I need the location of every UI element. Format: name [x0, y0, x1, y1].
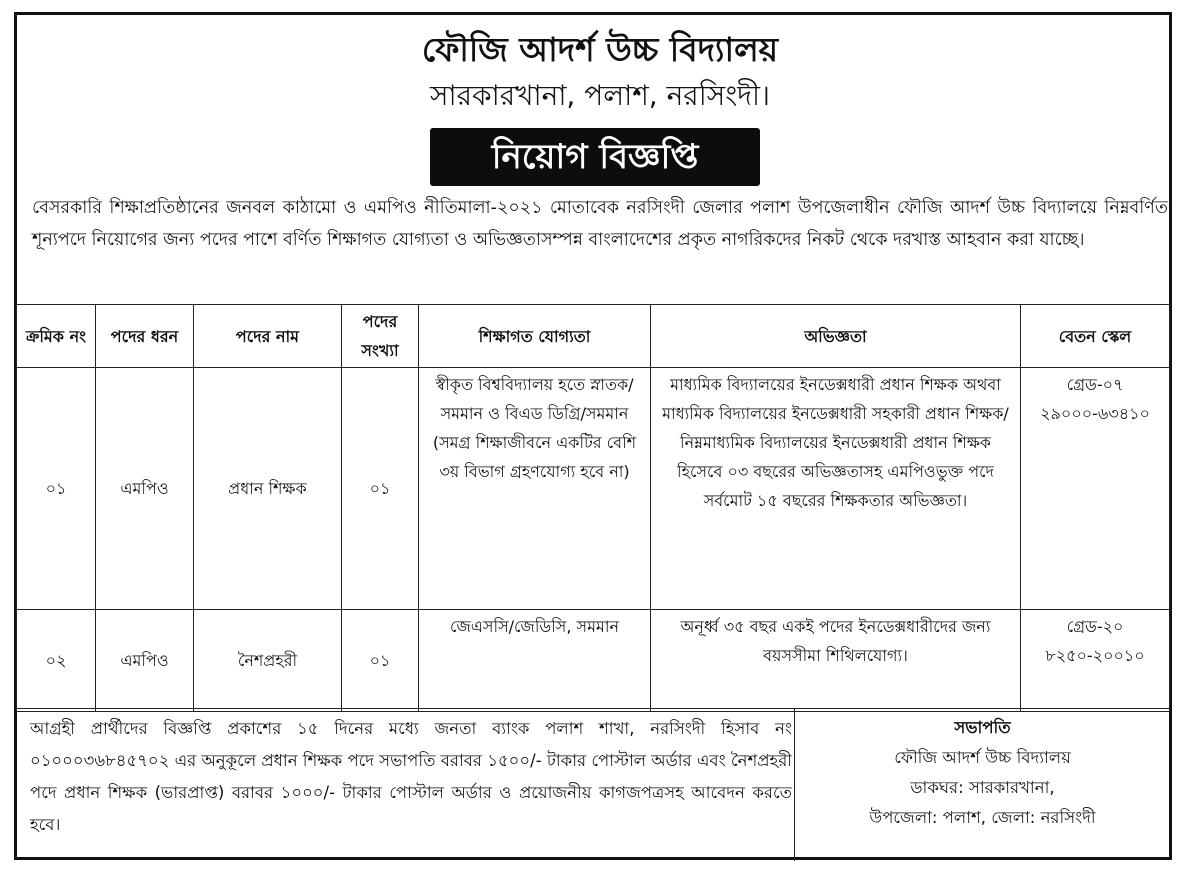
- table-row: [17, 368, 1170, 610]
- school-name: ফৌজি আদর্শ উচ্চ বিদ্যালয়: [421, 30, 779, 69]
- header-post-count: পদের সংখ্যা: [342, 305, 419, 368]
- signature-block: [796, 709, 1169, 833]
- cell-post-name: নৈশপ্রহরী: [194, 610, 342, 712]
- signature-district: উপজেলা: পলাশ, জেলা: নরসিংদী: [869, 808, 1096, 827]
- cell-experience: অনূর্ধ্ব ৩৫ বছর একই পদের ইনডেক্সধারীদের জন্য বয়সসীমা শিথিলযোগ্য।: [651, 610, 1021, 712]
- vacancy-table: [16, 304, 1170, 712]
- cell-serial: ০২: [17, 610, 96, 712]
- signature-school: ফৌজি আদর্শ উচ্চ বিদ্যালয়: [894, 748, 1071, 767]
- signature-post-office: ডাকঘর: সারকারখানা,: [910, 778, 1055, 797]
- application-instructions: আগ্রহী প্রার্থীদের বিজ্ঞপ্তি প্রকাশের ১৫ দিনের মধ্যে জনতা ব্যাংক পলাশ শাখা, নরসিংদী হিসাব নং ০১০০০৩৬৮৪৫৭০২ এর অনুকূলে প্রধান শিক্ষক পদে সভাপতি বরাবর ১৫০০/- টাকার পোস্টাল অর্ডার এবং নৈশপ্রহরী পদে প্রধান শিক্ষক (ভারপ্রাপ্ত) বরাবর ১০০০/- টাকার পোস্টাল অর্ডার ও প্রয়োজনীয় কাগজপত্রসহ আবেদন করতে হবে।: [30, 719, 792, 834]
- table-row: [17, 610, 1170, 712]
- cell-serial: ০১: [17, 368, 96, 610]
- header-pay-scale: বেতন স্কেল: [1021, 305, 1170, 368]
- cell-post-name: প্রধান শিক্ষক: [194, 368, 342, 610]
- cell-experience: মাধ্যমিক বিদ্যালয়ের ইনডেক্সধারী প্রধান শিক্ষক অথবা মাধ্যমিক বিদ্যালয়ের ইনডেক্সধারী সহকারী প্রধান শিক্ষক/ নিম্নমাধ্যমিক বিদ্যালয়ের ইনডেক্সধারী প্রধান শিক্ষক হিসেবে ০৩ বছরের অভিজ্ঞতাসহ এমপিওভুক্ত পদে সর্বমোট ১৫ বছরের শিক্ষকতার অভিজ্ঞতা।: [651, 368, 1021, 610]
- cell-qualification: জেএসসি/জেডিসি, সমমান: [419, 610, 651, 712]
- header-post-type: পদের ধরন: [96, 305, 194, 368]
- signature-title: সভাপতি: [954, 718, 1011, 737]
- footer-section: [16, 708, 1169, 861]
- header-serial: ক্রমিক নং: [17, 305, 96, 368]
- cell-post-count: ০১: [342, 610, 419, 712]
- header-experience: অভিজ্ঞতা: [651, 305, 1021, 368]
- footer-divider: [794, 709, 795, 861]
- header-post-name: পদের নাম: [194, 305, 342, 368]
- cell-post-type: এমপিও: [96, 610, 194, 712]
- cell-pay-scale: গ্রেড-০৭ ২৯০০০-৬৩৪১০: [1021, 368, 1170, 610]
- intro-paragraph: বেসরকারি শিক্ষাপ্রতিষ্ঠানের জনবল কাঠামো ও এমপিও নীতিমালা-২০২১ মোতাবেক নরসিংদী জেলার পলাশ উপজেলাধীন ফৌজি আদর্শ উচ্চ বিদ্যালয়ে নিম্নবর্ণিত শূন্যপদে নিয়োগের জন্য পদের পাশে বর্ণিত শিক্ষাগত যোগ্যতা ও অভিজ্ঞতাসম্পন্ন বাংলাদেশের প্রকৃত নাগরিকদের নিকট থেকে দরখাস্ত আহবান করা যাচ্ছে।: [32, 198, 1168, 250]
- table-header-row: [17, 305, 1170, 368]
- cell-pay-scale: গ্রেড-২০ ৮২৫০-২০০১০: [1021, 610, 1170, 712]
- cell-post-type: এমপিও: [96, 368, 194, 610]
- cell-qualification: স্বীকৃত বিশ্ববিদ্যালয় হতে স্নাতক/ সমমান ও বিএড ডিগ্রি/সমমান (সমগ্র শিক্ষাজীবনে একটির বেশি ৩য় বিভাগ গ্রহণযোগ্য হবে না): [419, 368, 651, 610]
- cell-post-count: ০১: [342, 368, 419, 610]
- header-qualification: শিক্ষাগত যোগ্যতা: [419, 305, 651, 368]
- school-address: সারকারখানা, পলাশ, নরসিংদী।: [429, 79, 771, 112]
- notice-title-badge: নিয়োগ বিজ্ঞপ্তি: [430, 128, 760, 186]
